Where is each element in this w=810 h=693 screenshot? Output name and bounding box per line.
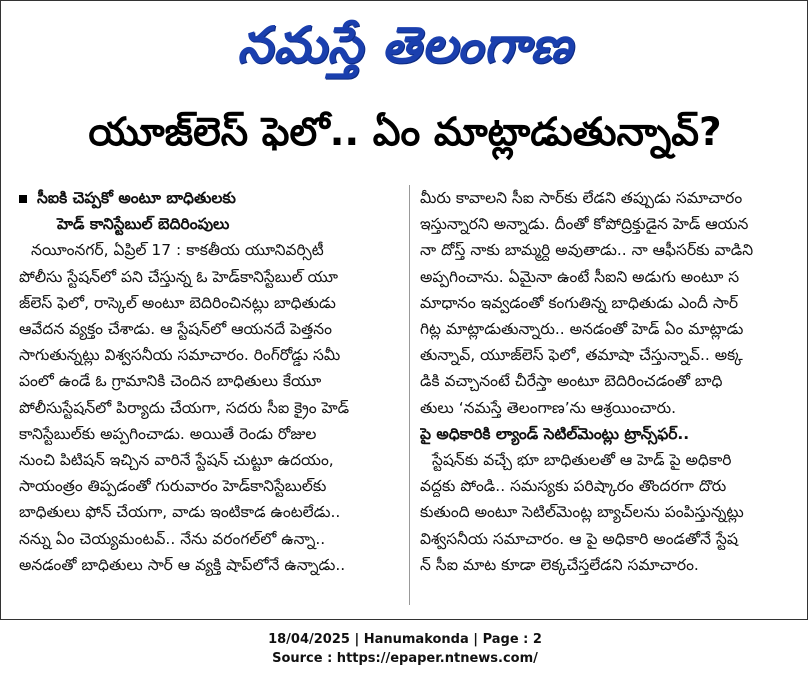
- body-line: న్ సీఐ మాట కూడా లెక్కచేస్తలేడని సమాచారం.: [420, 555, 699, 574]
- body-line: వద్దకు పోండి.. సమస్యకు పరిష్కారం తొందరగా దొరు: [420, 477, 727, 496]
- kicker-line-2: హెడ్ కానిస్టేబుల్ బెదిరింపులు: [57, 215, 230, 234]
- body-line: పంలో ఉండే ఓ గ్రామానికి చెందిన బాధితులు కేయూ: [19, 372, 322, 391]
- article-headline: యూజ్‌లెస్ ఫెలో.. ఏం మాట్లాడుతున్నావ్?: [88, 110, 722, 155]
- body-line: కానిస్టేబుల్‌కు అప్పగించాడు. అయితే రెండు రోజుల: [19, 424, 317, 443]
- right-column: [420, 185, 796, 578]
- footer-source-line: Source : https://epaper.ntnews.com/: [272, 651, 538, 666]
- body-line: బాధితులు ఫోన్ చేయగా, వాడు ఇంటికాడ ఉంటలేడు..: [19, 503, 341, 522]
- body-line: డికి వచ్చానంటే చీరేస్తా అంటూ బెదిరించడంతో బాధి: [420, 372, 723, 391]
- body-line: మీరు కావాలని సీఐ సార్‌కు లేడని తప్పుడు సమాచారం: [420, 189, 743, 207]
- body-line: జ్‌లెస్ ఫెలో, రాస్కెల్ అంటూ బెదిరించినట్లు బాధితుడు: [19, 293, 336, 312]
- section-subhead: పై అధికారికి ల్యాండ్ సెటిల్‌మెంట్లు ట్రాన్స్‌ఫర్..: [420, 424, 690, 443]
- source-footer: [0, 630, 810, 668]
- body-line: నన్ను ఏం చెయ్యమంటవ్.. నేను వరంగల్‌లో ఉన్నా..: [19, 529, 326, 548]
- left-column: [19, 185, 399, 578]
- body-line: పోలీసు స్టేషన్‌లో పని చేస్తున్న ఓ హెడ్‌కానిస్టేబుల్ యూ: [19, 267, 338, 286]
- body-line: తులు ‘నమస్తే తెలంగాణ’ను ఆశ్రయించారు.: [420, 398, 677, 417]
- body-line: కుతుంది అంటూ సెటిల్‌మెంట్ల బ్యాచ్‌లను పంపిస్తున్నట్లు: [420, 503, 744, 522]
- body-line: తున్నావ్, యూజ్‌లెస్ ఫెలో, తమాషా చేస్తున్నావ్.. అక్క: [420, 346, 743, 365]
- body-line: నయీంనగర్, ఏప్రిల్ 17 : కాకతీయ యూనివర్సిటీ: [31, 241, 324, 260]
- body-line: నుంచి పిటిషన్ ఇచ్చిన వారినే స్టేషన్ చుట్టూ ఉదయం,: [19, 451, 334, 470]
- bullet-icon: [19, 195, 27, 203]
- body-line: అనడంతో బాధితులు సార్ ఆ వ్యక్తి షాప్‌లోనే ఉన్నాడు..: [19, 555, 346, 574]
- body-line: స్టేషన్‌కు వచ్చే భూ బాధితులతో ఆ హెడ్ పై అధికారి: [432, 451, 732, 470]
- body-line: సాయంత్రం తిప్పడంతో గురువారం హెడ్‌కానిస్టేబుల్‌కు: [19, 477, 327, 496]
- body-line: ఇస్తున్నారని అన్నాడు. దీంతో కోపోద్రిక్తుడైన హెడ్ ఆయన: [420, 215, 749, 234]
- column-divider: [409, 185, 410, 605]
- body-line: గిట్ల మాట్లాడుతున్నారు.. అనడంతో హెడ్ ఏం మాట్లాడు: [420, 320, 744, 339]
- body-line: అప్పగించాను. ఏమైనా ఉంటే సీఐని అడుగు అంటూ స: [420, 267, 740, 286]
- body-line: నా దోస్త్ నాకు బామ్మర్ది అవుతాడు.. నా ఆఫీసర్‌కు వాడిని: [420, 241, 754, 260]
- body-line: ఆవేదన వ్యక్తం చేశాడు. ఆ స్టేషన్‌లో ఆయనదే పెత్తనం: [19, 320, 332, 339]
- body-line: పోలీసుస్టేషన్‌లో పిర్యాదు చేయగా, సదరు సీఐ క్రైం హెడ్: [19, 398, 350, 417]
- kicker-line-1: సీఐకి చెప్పకో అంటూ బాధితులకు: [19, 185, 399, 211]
- masthead-title: నమస్తే తెలంగాణ: [237, 16, 573, 74]
- body-line: సాగుతున్నట్లు విశ్వసనీయ సమాచారం. రింగ్‌రోడ్డు సమీ: [19, 346, 341, 365]
- footer-date-line: 18/04/2025 | Hanumakonda | Page : 2: [268, 632, 542, 647]
- body-line: మాధానం ఇవ్వడంతో కంగుతిన్న బాధితుడు ఎందీ సార్: [420, 293, 739, 312]
- body-line: విశ్వసనీయ సమాచారం. ఆ పై అధికారి అండతోనే స్టేష: [420, 529, 738, 548]
- masthead-logo: [1, 5, 809, 85]
